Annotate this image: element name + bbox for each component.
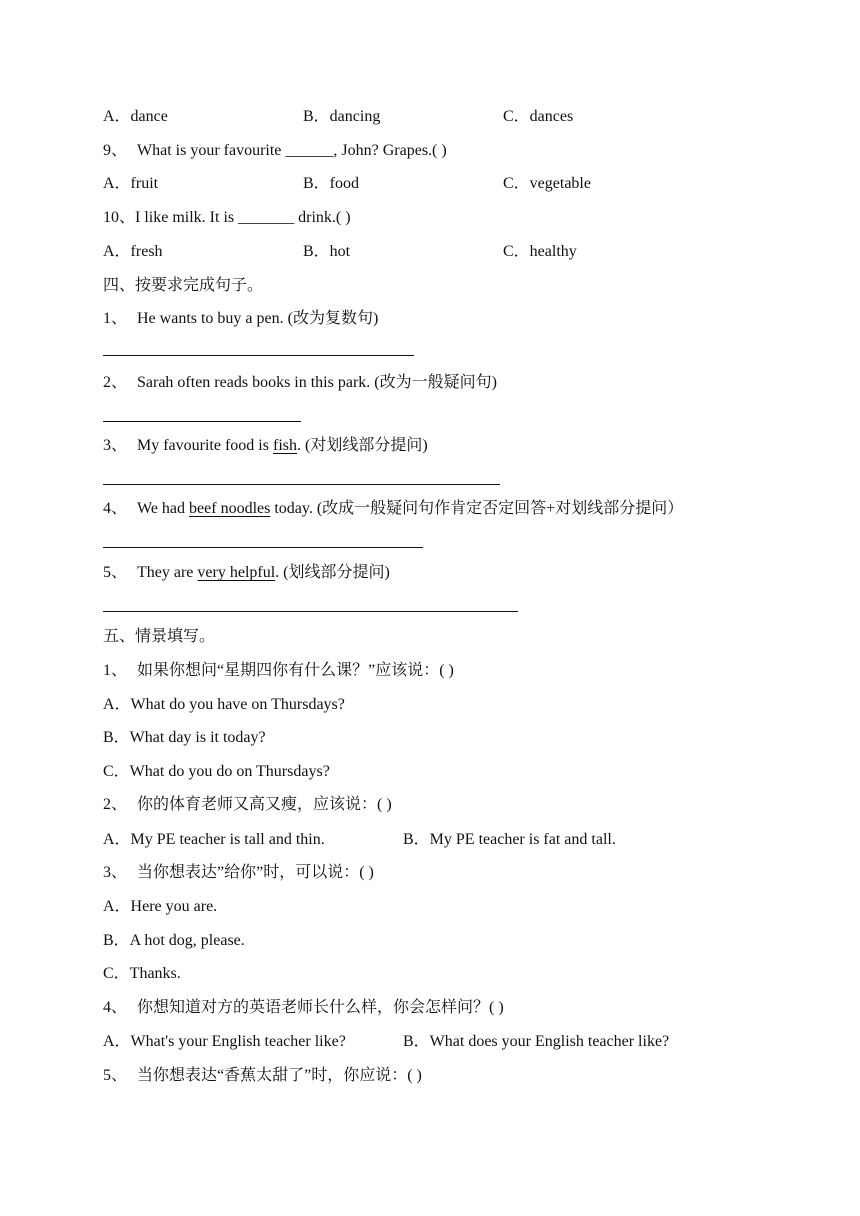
q10-option-b: B．hot <box>303 243 351 260</box>
s5-q4-option-b: B．What does your English teacher like? <box>403 1033 670 1050</box>
q10-option-c: C．healthy <box>503 243 577 260</box>
s5-q2-option-a: A．My PE teacher is tall and thin. <box>103 831 325 848</box>
s4-item-4-number: 4、 <box>103 500 128 517</box>
answer-line-4[interactable] <box>103 547 423 548</box>
s5-q1-option-c: C．What do you do on Thursdays? <box>103 763 330 780</box>
s5-q1-option-b: B．What day is it today? <box>103 729 266 746</box>
s5-q4-number: 4、 <box>103 999 128 1016</box>
s4-item-3 <box>103 436 428 456</box>
s4-item-1-number: 1、 <box>103 310 128 327</box>
s4-item-2 <box>103 373 497 393</box>
s4-item-3-text-after: . (对划线部分提问) <box>296 437 428 454</box>
s5-q3-option-b: B．A hot dog, please. <box>103 932 245 949</box>
s5-q3-option-c: C．Thanks. <box>103 965 181 982</box>
answer-line-5[interactable] <box>103 611 518 612</box>
s5-q3-option-a: A．Here you are. <box>103 898 218 915</box>
s5-q1 <box>103 661 454 681</box>
q9-option-c: C．vegetable <box>503 175 591 192</box>
s5-q4 <box>103 998 504 1018</box>
s5-q2 <box>103 795 392 815</box>
answer-line-3[interactable] <box>103 484 500 485</box>
s5-q4-text: 你想知道对方的英语老师长什么样，你会怎样问？( ) <box>137 999 504 1016</box>
s5-q1-option-a: A．What do you have on Thursdays? <box>103 696 345 713</box>
q10-option-a: A．fresh <box>103 243 163 260</box>
s5-q2-number: 2、 <box>103 796 128 813</box>
s4-item-5-number: 5、 <box>103 564 128 581</box>
s4-item-4-text-before: We had <box>137 500 190 517</box>
q10-question <box>103 208 351 228</box>
s5-q1-number: 1、 <box>103 662 128 679</box>
s4-item-3-text-before: My favourite food is <box>137 437 273 454</box>
q8-option-a: A．dance <box>103 108 168 125</box>
s4-item-1 <box>103 309 378 329</box>
q8-option-c: C．dances <box>503 108 574 125</box>
q9-number: 9、 <box>103 142 128 159</box>
s4-item-5-text-before: They are <box>137 564 198 581</box>
s4-item-4-text-after: today. (改成一般疑问句作肯定否定回答+对划线部分提问） <box>270 500 684 517</box>
s5-q3-number: 3、 <box>103 864 128 881</box>
q10-text: I like milk. It is _______ drink.( ) <box>135 209 351 226</box>
q9-option-b: B．food <box>303 175 360 192</box>
q9-question <box>103 141 447 161</box>
s5-q3 <box>103 863 374 883</box>
s4-item-3-underlined: fish <box>272 437 297 454</box>
s4-item-2-number: 2、 <box>103 374 128 391</box>
s4-item-2-text: Sarah often reads books in this park. (改为一般疑问句) <box>137 374 497 391</box>
s5-q5 <box>103 1066 422 1086</box>
s5-q5-number: 5、 <box>103 1067 128 1084</box>
s4-item-5 <box>103 563 390 583</box>
s5-q4-option-a: A．What's your English teacher like? <box>103 1033 346 1050</box>
s5-q2-text: 你的体育老师又高又瘦，应该说：( ) <box>137 796 392 813</box>
s4-item-4-underlined: beef noodles <box>189 500 271 517</box>
answer-line-1[interactable] <box>103 355 414 356</box>
s4-item-5-text-after: . (划线部分提问) <box>275 564 390 581</box>
s4-item-5-underlined: very helpful <box>197 564 276 581</box>
s5-q2-option-b: B．My PE teacher is fat and tall. <box>403 831 616 848</box>
answer-line-2[interactable] <box>103 421 301 422</box>
q10-number: 10、 <box>103 209 136 226</box>
s5-q3-text: 当你想表达”给你”时，可以说：( ) <box>137 864 374 881</box>
s4-item-4 <box>103 499 683 519</box>
s5-q1-text: 如果你想问“星期四你有什么课？”应该说：( ) <box>137 662 454 679</box>
s5-q5-text: 当你想表达“香蕉太甜了”时，你应说：( ) <box>137 1067 422 1084</box>
s4-item-3-number: 3、 <box>103 437 128 454</box>
q8-option-b: B．dancing <box>303 108 381 125</box>
section5-title: 五、情景填写。 <box>103 628 216 645</box>
q9-text: What is your favourite ______, John? Grapes.( ) <box>137 142 447 159</box>
q9-option-a: A．fruit <box>103 175 159 192</box>
s4-item-1-text: He wants to buy a pen. (改为复数句) <box>137 310 379 327</box>
section4-title: 四、按要求完成句子。 <box>103 277 264 294</box>
